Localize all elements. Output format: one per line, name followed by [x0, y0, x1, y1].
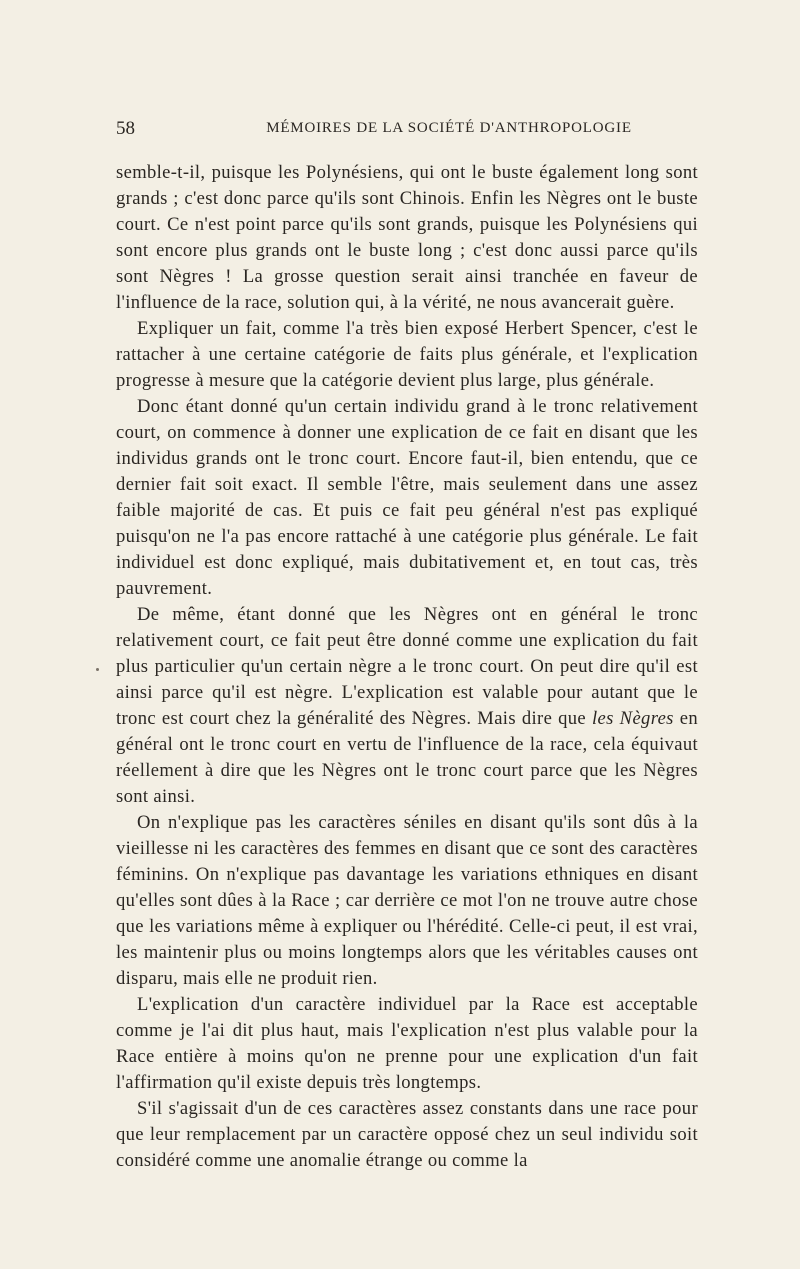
paragraph-5: On n'explique pas les caractères séniles en disant qu'ils sont dûs à la vieillesse ni les caractères des femmes en disant que ce sont des caractères féminins. On n'explique pas davantage les variations ethniques en disant qu'elles sont dûes à la Race ; car derrière ce mot l'on ne trouve autre chose que les variations même à expliquer ou l'hérédité. Celle-ci peut, il est vrai, les maintenir plus ou moins longtemps alors que les véritables causes ont disparu, mais elle ne produit rien.	[116, 812, 698, 989]
paragraph-4-start: De même, étant donné que les Nègres ont en général le tronc relativement court, ce fait peut être donné comme une explication du fait plus particulier qu'un certain nègre a le tronc court. On peut dire qu'il est ainsi parce qu'il est nègre. L'explication est valable pour autant que le tronc est court chez la généralité des Nègres. Mais dire que	[116, 604, 698, 729]
page-number: 58	[116, 118, 135, 139]
paragraph-1: semble-t-il, puisque les Polynésiens, qui ont le buste également long sont grands ; c'est donc parce qu'ils sont Chinois. Enfin les Nègres ont le buste court. Ce n'est point parce qu'ils sont grands, puisque les Polynésiens qui sont encore plus grands ont le buste long ; c'est donc aussi parce qu'ils sont Nègres ! La grosse question serait ainsi tranchée en faveur de l'influence de la race, solution qui, à la vérité, ne nous avancerait guère.	[116, 162, 698, 313]
margin-mark	[96, 668, 99, 671]
paragraph-3: Donc étant donné qu'un certain individu grand à le tronc relativement court, on commence à donner une explication de ce fait en disant que les individus grands ont le tronc court. Encore faut-il, bien entendu, que ce dernier fait soit exact. Il semble l'être, mais seulement dans une assez faible majorité de cas. Et puis ce fait peu général n'est pas expliqué puisqu'on ne l'a pas encore rattaché à une catégorie plus générale. Le fait individuel est donc expliqué, mais dubitativement et, en tout cas, très pauvrement.	[116, 396, 698, 599]
paragraph-4-end: en général ont le tronc court en vertu de l'influence de la race, cela équivaut réellement à dire que les Nègres ont le tronc court parce que les Nègres sont ainsi.	[116, 708, 698, 807]
paragraph-7: S'il s'agissait d'un de ces caractères assez constants dans une race pour que leur remplacement par un caractère opposé chez un seul individu soit considéré comme une anomalie étrange ou comme la	[116, 1098, 698, 1171]
page-header	[116, 118, 698, 142]
paragraph-4-italic: les Nègres	[592, 708, 674, 729]
paragraph-4	[116, 602, 698, 810]
paragraph-6: L'explication d'un caractère individuel par la Race est acceptable comme je l'ai dit plus haut, mais l'explication n'est plus valable pour la Race entière à moins qu'on ne prenne pour une explication d'un fait l'affirmation qu'il existe depuis très longtemps.	[116, 994, 698, 1093]
body-text	[116, 160, 698, 1174]
running-head: MÉMOIRES DE LA SOCIÉTÉ D'ANTHROPOLOGIE	[266, 120, 632, 136]
paragraph-2: Expliquer un fait, comme l'a très bien exposé Herbert Spencer, c'est le rattacher à une certaine catégorie de faits plus générale, et l'explication progresse à mesure que la catégorie devient plus large, plus générale.	[116, 318, 698, 391]
